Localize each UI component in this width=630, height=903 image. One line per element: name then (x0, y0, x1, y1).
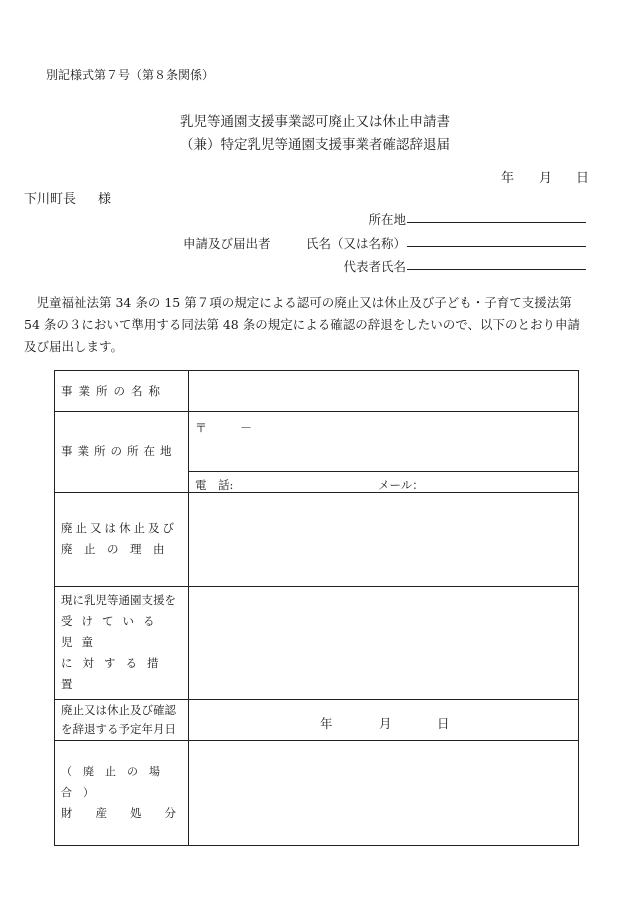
form-number: 別記様式第７号（第８条関係） (46, 68, 215, 82)
phone-label: 電 話: (195, 478, 234, 492)
name-field[interactable] (407, 232, 586, 247)
row-label-reason (55, 492, 188, 586)
label-text: 現に乳児等通園支援を (61, 593, 176, 607)
form-table (54, 370, 579, 846)
row-label-measures (55, 586, 188, 699)
reason-value[interactable] (189, 493, 578, 586)
label-text: 廃 止 の 理 由 (61, 542, 165, 556)
body-text: 児童福祉法第 34 条の 15 第７項の規定による認可の廃止又は休止及び子ども・子育て支援法第 54 条の３において準用する同法第 48 条の規定による確認の辞退をしたいので、以下のとおり申請及び届出します。 (24, 295, 580, 354)
row-label-scheduled-date (55, 699, 188, 740)
date-month-label: 月 (539, 171, 553, 186)
label-text: （ 廃 止 の 場 合 ） (61, 765, 171, 799)
label-line (61, 611, 182, 653)
applicant-group-label: 申請及び届出者 (183, 236, 271, 251)
addressee (24, 188, 111, 207)
mail-label: メール： (378, 478, 424, 492)
label-line (61, 761, 182, 803)
label-text: 財 産 処 分 (61, 806, 176, 820)
label-line (61, 590, 182, 611)
representative-field[interactable] (407, 255, 586, 270)
label-line (61, 720, 182, 739)
property-disposal-value[interactable] (189, 741, 578, 845)
label-line (61, 803, 182, 824)
label-text: 事業所の所在地 (61, 444, 177, 458)
label-line (61, 381, 182, 402)
address-field[interactable] (407, 208, 586, 223)
date-day-label: 日 (576, 171, 590, 186)
label-text: 廃止又は休止及び (61, 521, 177, 535)
label-line (61, 518, 182, 539)
label-line (61, 653, 182, 695)
representative-label: 代表者氏名 (343, 259, 406, 274)
form-title-line1: 乳児等通園支援事業認可廃止又は休止申請書 (180, 114, 450, 130)
label-line (61, 701, 182, 720)
scheduled-month-label: 月 (379, 716, 392, 731)
row-label-facility-name (55, 371, 188, 411)
scheduled-day-label: 日 (437, 716, 450, 731)
row-label-property-disposal (55, 740, 188, 845)
label-text: に対する措置 (61, 656, 169, 691)
scheduled-year-label: 年 (320, 716, 333, 731)
date-year-label: 年 (501, 171, 515, 186)
label-text: 廃止又は休止及び確認 (61, 702, 176, 717)
address-label: 所在地 (368, 212, 406, 227)
label-text: を辞退する予定年月日 (61, 721, 176, 736)
label-text: 受けている児童 (61, 614, 164, 649)
addressee-honorific: 様 (98, 192, 112, 207)
row-label-facility-address (55, 411, 188, 492)
facility-name-value[interactable] (189, 371, 578, 411)
postal-dash: － (240, 421, 253, 435)
label-line (61, 441, 182, 462)
label-line (61, 539, 182, 560)
measures-value[interactable] (189, 587, 578, 699)
name-label: 氏名（又は名称） (305, 236, 406, 251)
label-text: 事業所の名称 (61, 383, 166, 398)
addressee-name: 下川町長 (24, 192, 77, 207)
form-title-line2: （兼）特定乳児等通園支援事業者確認辞退届 (180, 137, 450, 153)
postal-mark: 〒 (195, 421, 208, 435)
